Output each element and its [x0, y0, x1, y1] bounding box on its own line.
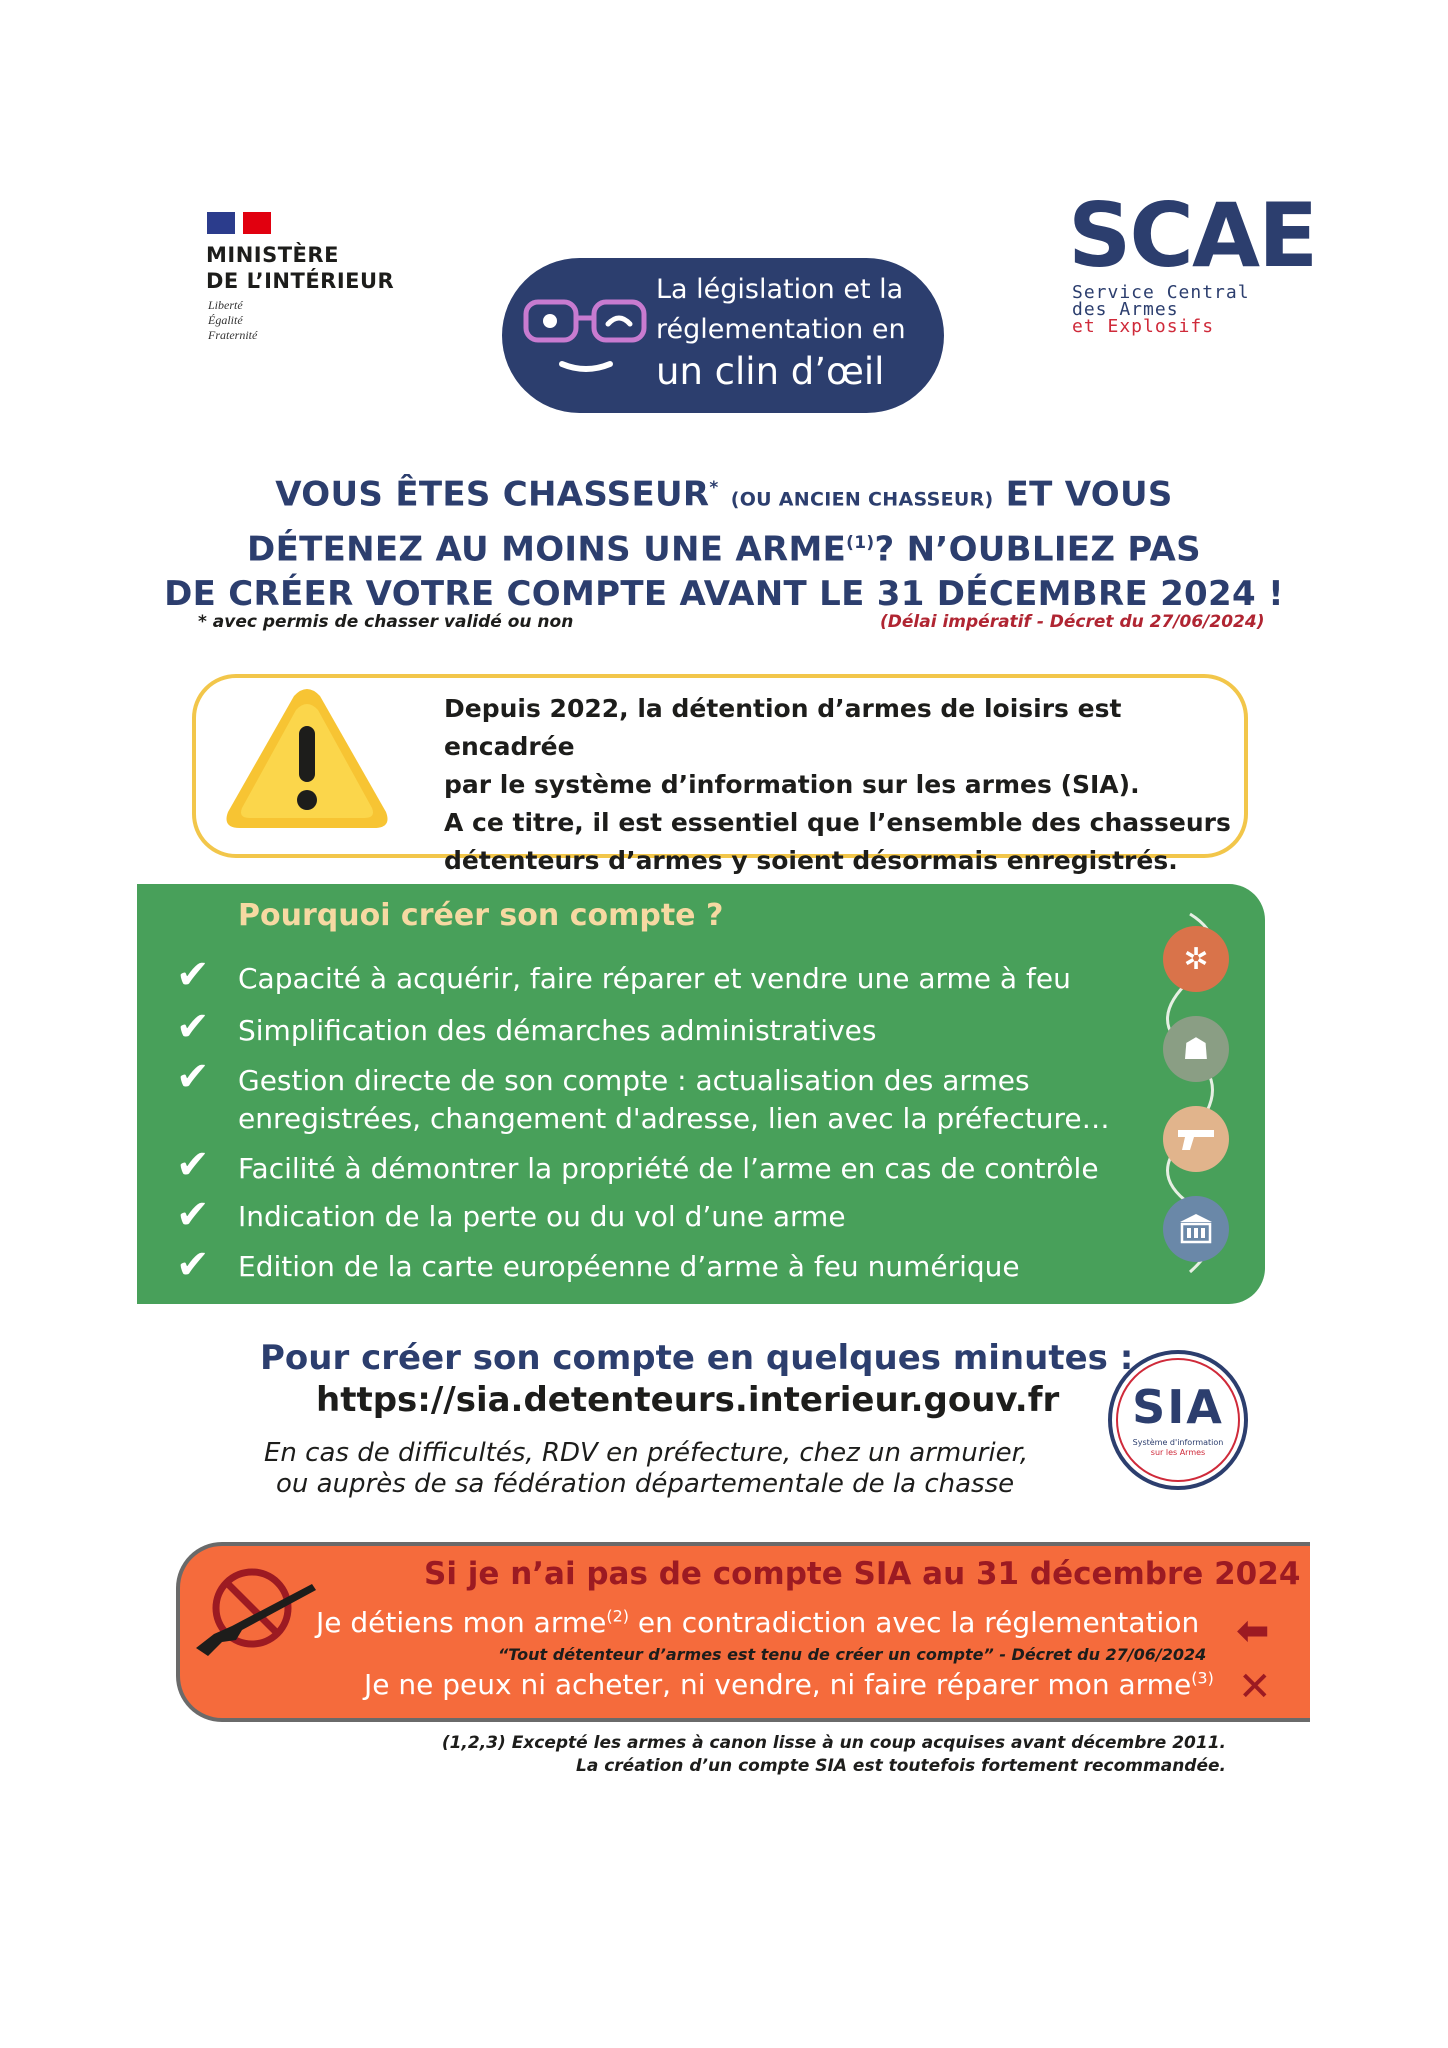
- consequence-line-1: [316, 1606, 1199, 1639]
- headline-line-2a: DÉTENEZ AU MOINS UNE ARME: [247, 529, 847, 570]
- scae-line-3: et Explosifs: [1072, 316, 1215, 337]
- banner-line-3: un clin d’œil: [656, 350, 885, 393]
- benefit-item-continued: enregistrées, changement d'adresse, lien avec la préfecture…: [238, 1102, 1110, 1135]
- headline-part-1: VOUS ÊTES CHASSEUR: [275, 474, 710, 515]
- benefit-item: Edition de la carte européenne d’arme à feu numérique: [238, 1250, 1020, 1283]
- checkmark-icon: ✔: [176, 1004, 210, 1050]
- consequence-1-end: en contradiction avec la réglementation: [629, 1606, 1200, 1639]
- motto-egalite: Égalité: [208, 313, 243, 327]
- arrow-left-icon: ⬅: [1236, 1608, 1270, 1654]
- ministry-line-2: DE L’INTÉRIEUR: [206, 269, 395, 293]
- benefit-item: Indication de la perte ou du vol d’une arme: [238, 1200, 846, 1233]
- people-icon: ☗: [1163, 1016, 1229, 1082]
- headline-small: (OU ANCIEN CHASSEUR): [730, 488, 994, 511]
- checkmark-icon: ✔: [176, 1242, 210, 1288]
- footnote-2-marker: (2): [606, 1606, 630, 1626]
- consequence-line-2: [364, 1668, 1214, 1701]
- warning-line-2: par le système d’information sur les armes (SIA).: [444, 770, 1140, 799]
- footnote-line-2: La création d’un compte SIA est toutefois fortement recommandée.: [575, 1756, 1226, 1776]
- sia-logo-letters: SIA: [1132, 1380, 1224, 1434]
- banner-line-1: La législation et la: [656, 274, 904, 305]
- building-icon: [1163, 1196, 1229, 1262]
- footnote-3-marker: (3): [1191, 1668, 1214, 1688]
- pistol-icon: [1163, 1106, 1229, 1172]
- republic-motto: [208, 298, 257, 343]
- hunting-permit-note: * avec permis de chasser validé ou non: [198, 612, 574, 632]
- headline-line-3: DE CRÉER VOTRE COMPTE AVANT LE 31 DÉCEMBRE 2024 !: [164, 573, 1284, 614]
- warning-line-3: A ce titre, il est essentiel que l’ensemble des chasseurs: [444, 808, 1231, 837]
- banner-line-2: réglementation en: [656, 314, 906, 345]
- warning-triangle-icon: [222, 684, 392, 834]
- footnote-line-1: (1,2,3) Excepté les armes à canon lisse à un coup acquises avant décembre 2011.: [441, 1733, 1226, 1753]
- decree-quote: “Tout détenteur d’armes est tenu de créer un compte” - Décret du 27/06/2024: [498, 1645, 1207, 1664]
- headline-line-2b: ? N’OUBLIEZ PAS: [874, 529, 1201, 570]
- headline-footnote-1: (1): [846, 533, 875, 554]
- checkmark-icon: ✔: [176, 1142, 210, 1188]
- benefit-item: Capacité à acquérir, faire réparer et vendre une arme à feu: [238, 962, 1071, 995]
- sia-logo-sub-2: sur les Armes: [1150, 1448, 1206, 1457]
- scae-line-2: des Armes: [1072, 299, 1179, 320]
- clin-doeil-banner: [502, 258, 944, 413]
- sia-logo-sub-1: Système d'information: [1132, 1438, 1224, 1447]
- headline-star: *: [709, 478, 719, 498]
- benefit-item: Simplification des démarches administratives: [238, 1014, 877, 1047]
- motto-liberte: Liberté: [208, 298, 243, 312]
- sia-help-line-2: ou auprès de sa fédération départementale de la chasse: [276, 1469, 1015, 1499]
- checkmark-icon: ✔: [176, 1192, 210, 1238]
- benefit-item: Gestion directe de son compte : actualisation des armes: [238, 1064, 1030, 1097]
- ministry-line-1: MINISTÈRE: [206, 243, 339, 267]
- sia-logo-subtitle: [1126, 1438, 1230, 1458]
- winking-glasses-icon: [520, 276, 660, 396]
- french-flag-logo: [207, 212, 271, 234]
- scae-line-1: Service Central: [1072, 282, 1250, 303]
- warning-text: [444, 690, 1234, 880]
- sia-help-text: [264, 1438, 1028, 1500]
- scae-subtitle: [1072, 284, 1250, 335]
- checkmark-icon: ✔: [176, 1054, 210, 1100]
- sia-help-line-1: En cas de difficultés, RDV en préfecture, chez un armurier,: [264, 1438, 1029, 1468]
- sia-logo: [1108, 1350, 1248, 1490]
- ministry-name: [206, 242, 394, 294]
- sia-url-link[interactable]: https://sia.detenteurs.interieur.gouv.fr: [316, 1380, 1060, 1420]
- network-icon: ✲: [1163, 926, 1229, 992]
- benefits-title: Pourquoi créer son compte ?: [238, 898, 724, 933]
- footnote: [400, 1732, 1226, 1778]
- main-headline: [120, 466, 1328, 616]
- benefit-item: Facilité à démontrer la propriété de l’arme en cas de contrôle: [238, 1152, 1099, 1185]
- consequences-title: Si je n’ai pas de compte SIA au 31 décembre 2024: [424, 1556, 1301, 1592]
- motto-fraternite: Fraternité: [208, 328, 258, 342]
- sia-section-title: Pour créer son compte en quelques minutes :: [260, 1338, 1134, 1378]
- headline-part-2: ET VOUS: [1005, 474, 1173, 515]
- checkmark-icon: ✔: [176, 952, 210, 998]
- consequence-2-text: Je ne peux ni acheter, ni vendre, ni faire réparer mon arme: [364, 1668, 1192, 1701]
- cross-icon: ✕: [1238, 1664, 1272, 1710]
- warning-line-4: détenteurs d’armes y soient désormais enregistrés.: [444, 846, 1178, 875]
- scae-logo: [1068, 184, 1317, 287]
- scae-logo-letters: SCAE: [1068, 184, 1317, 287]
- no-weapon-icon: [192, 1564, 322, 1664]
- deadline-note: (Délai impératif - Décret du 27/06/2024): [880, 612, 1265, 632]
- consequence-1-start: Je détiens mon arme: [316, 1606, 607, 1639]
- warning-line-1: Depuis 2022, la détention d’armes de loisirs est encadrée: [444, 694, 1122, 761]
